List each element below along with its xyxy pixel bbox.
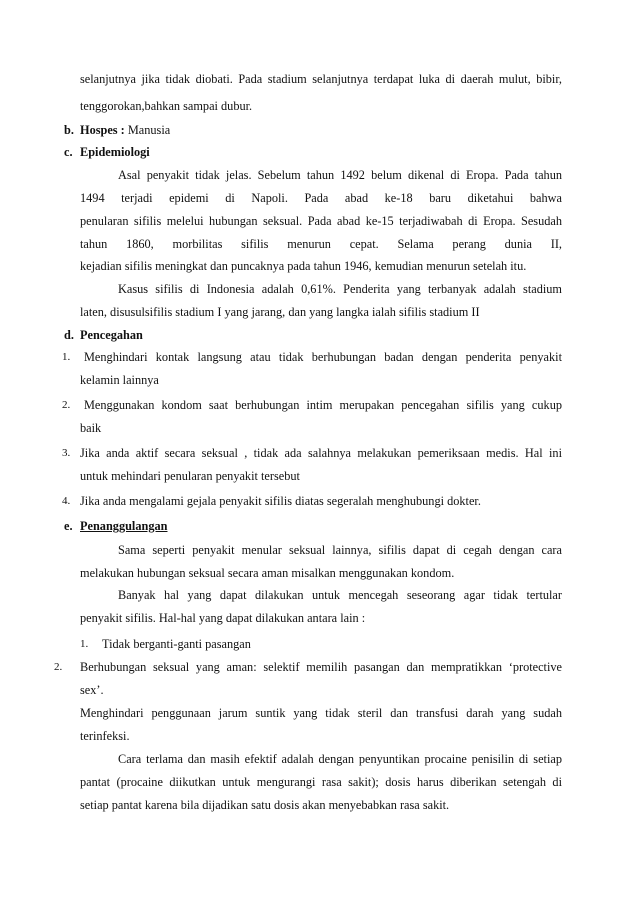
text-line: laten, disusulsifilis stadium I yang jarang, dan yang langka ialah sifilis stadium II	[80, 305, 480, 319]
hospes-label: Hospes :	[80, 123, 125, 137]
text-line: Sama seperti penyakit menular seksual lainnya, sifilis dapat di cegah dengan cara	[118, 543, 562, 557]
hospes-value: Manusia	[124, 123, 171, 137]
text-line: tenggorokan,bahkan sampai dubur.	[80, 99, 253, 113]
list-item-continuation: baik	[80, 421, 102, 435]
text-line: penularan sifilis melelui hubungan seksual. Pada abad ke-15 terjadiwabah di Eropa. Sesudah	[80, 214, 562, 228]
list-number: 2.	[62, 399, 71, 411]
section-letter: c.	[64, 145, 73, 159]
list-item: Menghindari kontak langsung atau tidak berhubungan badan dengan penderita penyakit	[84, 350, 562, 364]
text-line: penyakit sifilis. Hal-hal yang dapat dilakukan antara lain :	[80, 611, 366, 625]
hospes-line	[80, 123, 170, 138]
list-item-continuation: sex’.	[80, 683, 104, 697]
list-item-continuation: untuk mehindari penularan penyakit tersebut	[80, 469, 300, 483]
text-line: 1494 terjadi epidemi di Napoli. Pada abad ke-18 baru diketahui bahwa	[80, 191, 562, 205]
text-line: Asal penyakit tidak jelas. Sebelum tahun 1492 belum dikenal di Eropa. Pada tahun	[118, 168, 562, 182]
section-letter: e.	[64, 519, 73, 533]
text-line: melakukan hubungan seksual secara aman misalkan menggunakan kondom.	[80, 566, 455, 580]
section-heading-pencegahan: Pencegahan	[80, 328, 143, 342]
text-line: terinfeksi.	[80, 729, 130, 743]
section-letter: d.	[64, 328, 74, 342]
list-item-continuation: kelamin lainnya	[80, 373, 159, 387]
list-item: Tidak berganti-ganti pasangan	[102, 637, 251, 651]
list-item: Jika anda mengalami gejala penyakit sifilis diatas segeralah menghubungi dokter.	[80, 494, 481, 508]
text-line: kejadian sifilis meningkat dan puncaknya pada tahun 1946, kemudian menurun setelah itu.	[80, 259, 527, 273]
text-line: tahun 1860, morbilitas sifilis menurun cepat. Selama perang dunia II,	[80, 237, 562, 251]
text-line: setiap pantat karena bila dijadikan satu dosis akan menyebabkan rasa sakit.	[80, 798, 450, 812]
text-line: Kasus sifilis di Indonesia adalah 0,61%. Penderita yang terbanyak adalah stadium	[118, 282, 562, 296]
section-heading-epidemiologi: Epidemiologi	[80, 145, 150, 159]
text-line: Cara terlama dan masih efektif adalah dengan penyuntikan procaine penisilin di setiap	[118, 752, 562, 766]
section-heading-penanggulangan: Penanggulangan	[80, 519, 168, 533]
list-item: Jika anda aktif secara seksual , tidak ada salahnya melakukan pemeriksaan medis. Hal ini	[80, 446, 562, 460]
list-number: 1.	[80, 638, 89, 650]
list-number: 1.	[62, 351, 71, 363]
text-line: Banyak hal yang dapat dilakukan untuk mencegah seseorang agar tidak tertular	[118, 588, 562, 602]
list-number: 3.	[62, 447, 71, 459]
text-line: selanjutnya jika tidak diobati. Pada stadium selanjutnya terdapat luka di daerah mulut, bibir,	[80, 72, 562, 86]
section-letter: b.	[64, 123, 74, 137]
list-number: 4.	[62, 495, 71, 507]
text-line: Menghindari penggunaan jarum suntik yang tidak steril dan transfusi darah yang sudah	[80, 706, 562, 720]
text-line: pantat (procaine diikutkan untuk mengurangi rasa sakit); dosis harus diberikan setengah di	[80, 775, 562, 789]
list-item: Berhubungan seksual yang aman: selektif memilih pasangan dan mempratikkan ‘protective	[80, 660, 562, 674]
list-number: 2.	[54, 661, 63, 673]
list-item: Menggunakan kondom saat berhubungan intim merupakan pencegahan sifilis yang cukup	[84, 398, 562, 412]
